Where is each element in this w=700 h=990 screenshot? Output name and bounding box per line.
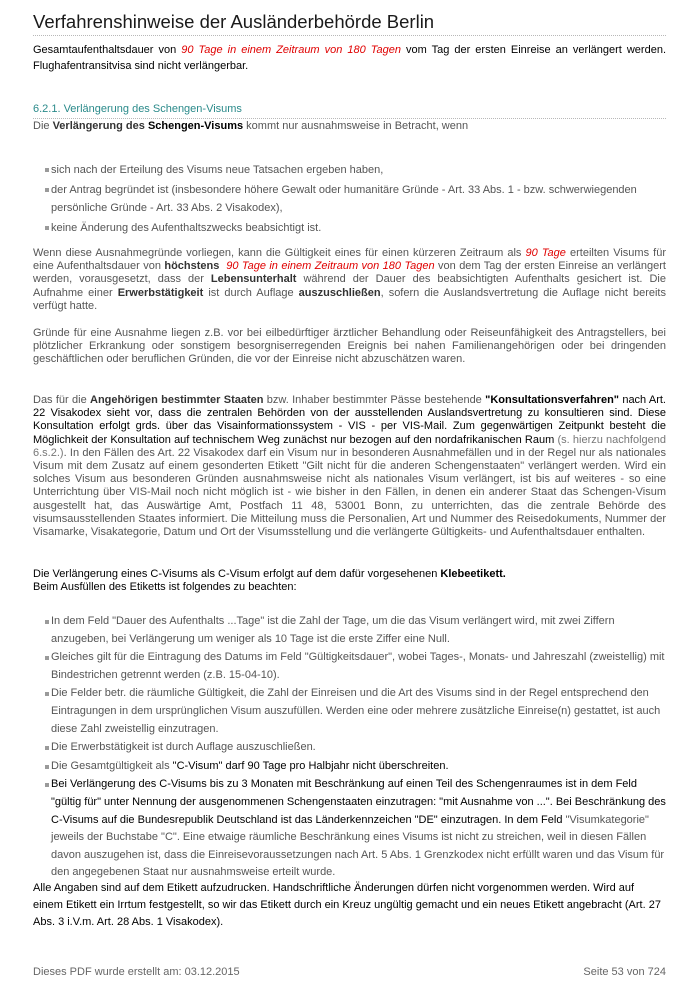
list-item: In dem Feld "Dauer des Aufenthalts ...Tage" ist die Zahl der Tage, um die das Visum verlängert wird, mit zwei Ziffern anzugeben, bei Verlängerung um weniger als 10 Tage ist die erste Ziffer eine Null. bbox=[45, 613, 666, 648]
list-item: Bei Verlängerung des C-Visums bis zu 3 Monaten mit Beschränkung auf einen Teil des Schengenraumes ist in dem Feld "gültig für" unter Nennung der ausgenommenen Schengenstaaten einzutragen: "mit Ausnahme von ...". Bei Beschränkung des C-Visums auf die Bundesrepublik Deutschland ist das Länderkennzeichen "DE" einzutragen. In dem Feld "Visumkategorie" jeweils der Buchstabe "C". Eine etwaige räumliche Beschränkung eines Visums ist nicht zu streichen, weil in diesen Fällen davon auszugehen ist, dass die Einreisevoraussetzungen nach Art. 5 Abs. 1 Grenzkodex nicht erfüllt waren und das Visum für den angegebenen Staat nur ausnahmsweise erteilt wurde. bbox=[45, 776, 666, 882]
list-item: Gleiches gilt für die Eintragung des Datums im Feld "Gültigkeitsdauer", wobei Tages-, Monats- und Jahreszahl (zweistellig) mit Bindestrichen getrennt werden (z.B. 15-04-10). bbox=[45, 649, 666, 684]
section-divider bbox=[33, 118, 666, 119]
paragraph-consultation: Das für die Angehörigen bestimmter Staaten bzw. Inhaber bestimmter Pässe bestehende "Konsultationsverfahren" nach Art. 22 Visakodex sieht vor, dass die zentralen Behörden von der ausstellenden Auslandsvertretung zu konsultieren sind. Diese Konsultation erfolgt grds. über das Visainformationssystem - VIS - per VIS-Mail. Zum gegenwärtigen Zeitpunkt besteht die Möglichkeit der Konsultation auf technischem Weg zunächst nur bezogen auf den nordafrikanischen Raum (s. hierzu nachfolgend 6.s.2.). In den Fällen des Art. 22 Visakodex darf ein Visum nur in besonderen Ausnahmefällen und in der Regel nur als nationales Visum mit dem Zusatz auf einem gesonderten Etikett "Gilt nicht für die anderen Schengenstaaten" verlängert werden. Wird ein solches Visum aus besonderen Gründen ausnahmsweise nicht als nationales Visum verlängert, ist bis auf weiteres - so eine Unterrichtung über VIS-Mail noch nicht möglich ist - wie bisher in den Fällen, in denen ein anderer Staat das Schengen-Visum ausgestellt hat, das Auswärtige Amt, Postfach 11 48, 53001 Bonn, zu unterrichten, das die zentrale Behörde des visumsausstellenden Staates informiert. Die Mitteilung muss die Personalien, Art und Nummer des Reisedokuments, Nummer der Visamarke, Visakategorie, Datum und Ort der Visumsstellung und die verlängerte Gültigkeits- und Aufenthaltsdauer enthalten. bbox=[33, 394, 667, 539]
label-instructions-list bbox=[45, 613, 666, 883]
footer-page-number: Seite 53 von 724 bbox=[583, 966, 666, 978]
title-divider bbox=[33, 35, 666, 36]
paragraph-label-intro: Die Verlängerung eines C-Visums als C-Visum erfolgt auf dem dafür vorgesehenen Klebeetikett. Beim Ausfüllen des Etiketts ist folgendes zu beachten: bbox=[33, 568, 506, 594]
page-title: Verfahrenshinweise der Ausländerbehörde Berlin bbox=[33, 11, 435, 32]
intro-paragraph: Gesamtaufenthaltsdauer von 90 Tage in einem Zeitraum von 180 Tagen vom Tag der ersten Einreise an verlängert werden. Flughafentransitvisa sind nicht verlängerbar. bbox=[33, 44, 666, 72]
list-item: sich nach der Erteilung des Visums neue Tatsachen ergeben haben, bbox=[45, 161, 666, 179]
list-item: keine Änderung des Aufenthaltszwecks beabsichtigt ist. bbox=[45, 219, 666, 237]
paragraph-reasons: Gründe für eine Ausnahme liegen z.B. vor bei eilbedürftiger ärztlicher Behandlung oder Reiseunfähigkeit des Antragstellers, bei plötzlicher Erkrankung oder sonstigem besorgniserregenden Ereignis bei nahen Familienangehörigen oder bei dringenden geschäftlichen oder beruflichen Gründen, die vor der Einreise nicht abzuschätzen waren. bbox=[33, 327, 666, 366]
highlight-duration: 90 Tage in einem Zeitraum von 180 Tagen bbox=[181, 44, 401, 56]
paragraph-requirements: Wenn diese Ausnahmegründe vorliegen, kann die Gültigkeit eines für einen kürzeren Zeitraum als 90 Tage erteilten Visums für eine Aufenthaltsdauer von höchstens 90 Tage in einem Zeitraum von 180 Tagen von dem Tag der ersten Einreise an verlängert werden, vorausgesetzt, dass der Lebensunterhalt während der Dauer des beabsichtigten Aufenthalts gesichert ist. Die Aufnahme einer Erwerbstätigkeit ist durch Auflage auszuschließen, sofern die Auslandsvertretung die Auflage nicht bereits verfügt hatte. bbox=[33, 247, 667, 312]
list-item: Die Gesamtgültigkeit als "C-Visum" darf 90 Tage pro Halbjahr nicht überschreiten. bbox=[45, 758, 666, 776]
section-heading: 6.2.1. Verlängerung des Schengen-Visums bbox=[33, 103, 242, 115]
list-item: der Antrag begründet ist (insbesondere höhere Gewalt oder humanitäre Gründe - Art. 33 Abs. 1 - bzw. schwerwiegenden persönliche Gründe - Art. 33 Abs. 2 Visakodex), bbox=[45, 181, 666, 217]
paragraph-closing: Alle Angaben sind auf dem Etikett aufzudrucken. Handschriftliche Änderungen dürfen nicht vorgenommen werden. Wird auf einem Etikett ein Irrtum festgestellt, so wir das Etikett durch ein Kreuz ungültig gemacht und ein neues Etikett angebracht (Art. 27 Abs. 3 i.V.m. Art. 28 Abs. 1 Visakodex). bbox=[33, 882, 661, 928]
list-item: Die Erwerbstätigkeit ist durch Auflage auszuschließen. bbox=[45, 739, 666, 757]
list-item: Die Felder betr. die räumliche Gültigkeit, die Zahl der Einreisen und die Art des Visums sind in der Regel entsprechend den Eintragungen in dem ursprünglichen Visum auszufüllen. Werden eine oder mehrere zusätzliche Einreise(n) gestattet, ist auch diese Zahl zweistellig einzutragen. bbox=[45, 685, 666, 738]
conditions-list bbox=[45, 161, 666, 237]
section-intro: Die Verlängerung des Schengen-Visums kommt nur ausnahmsweise in Betracht, wenn bbox=[33, 120, 469, 132]
footer-created-date: Dieses PDF wurde erstellt am: 03.12.2015 bbox=[33, 966, 240, 978]
